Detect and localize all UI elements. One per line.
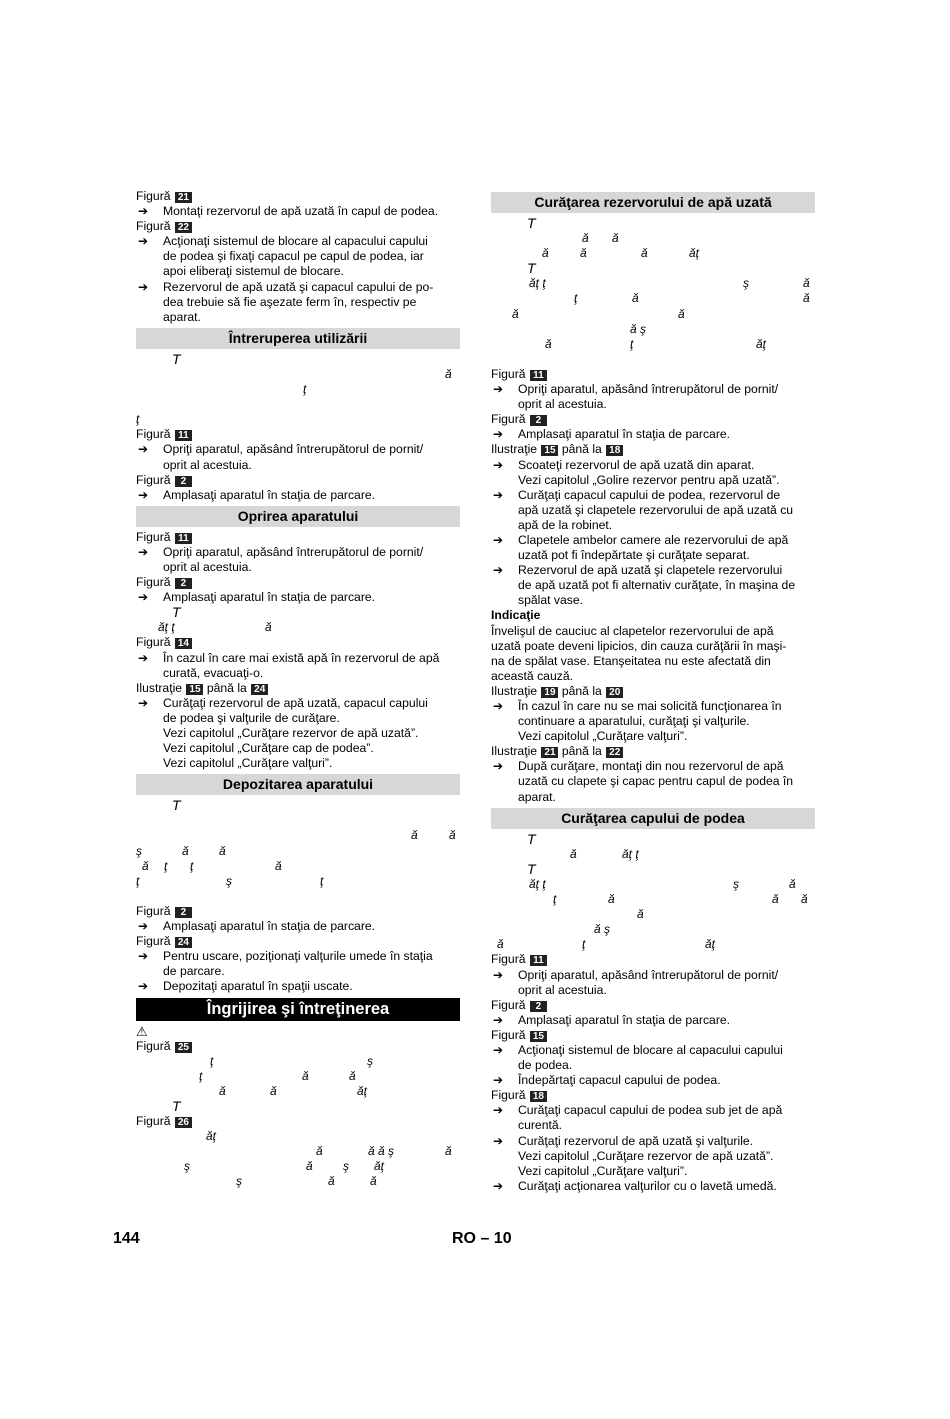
faded-line: ă ş [630, 321, 647, 336]
instruction-step: ➔ Pentru uscare, poziţionaţi valţurile umede în staţia [138, 949, 433, 964]
figure-ref: Figură 11 [136, 427, 460, 442]
faded-line: T [527, 830, 536, 847]
figure-badge: 2 [175, 578, 192, 589]
figure-badge: 21 [541, 747, 558, 758]
figure-badge: 15 [530, 1031, 547, 1042]
faded-line [136, 397, 460, 412]
section-heading-depozitare: Depozitarea aparatului [136, 774, 460, 795]
instruction-continuation: Vezi capitolul „Curăţare rezervor de apă uzată”. [518, 1148, 774, 1163]
faded-line: ă [445, 366, 452, 381]
faded-line: ăţ ţ ă [158, 620, 272, 635]
arrow-icon: ➔ [138, 979, 149, 994]
figure-badge: 21 [175, 192, 192, 203]
figure-badge: 18 [606, 445, 623, 456]
arrow-icon: ➔ [493, 1103, 504, 1118]
instruction-step: ➔ Scoateţi rezervorul de apă uzată din aparat. [493, 457, 755, 472]
arrow-icon: ➔ [493, 759, 504, 774]
instruction-continuation: oprit al acestuia. [518, 397, 607, 412]
arrow-icon: ➔ [138, 279, 149, 294]
arrow-icon: ➔ [493, 699, 504, 713]
instruction-continuation: de podea şi fixaţi capacul pe capul de podea, iar [163, 249, 424, 264]
figure-badge: 22 [606, 747, 623, 758]
instruction-continuation: Vezi capitolul „Curăţare valţuri”. [518, 1163, 688, 1178]
arrow-icon: ➔ [138, 695, 149, 710]
instruction-step: ➔ Îndepărtaţi capacul capului de podea. [493, 1073, 721, 1088]
arrow-icon: ➔ [493, 427, 504, 442]
figure-range-ref: Ilustraţie 15 până la 18 [491, 442, 815, 457]
figure-ref: Figură 18 [491, 1088, 815, 1103]
arrow-icon: ➔ [493, 1042, 504, 1057]
chapter-heading-ingrijire: Îngrijirea şi întreţinerea [136, 998, 460, 1021]
figure-range-ref: Ilustraţie 15 până la 24 [136, 681, 460, 696]
faded-line: ş ă ă [136, 843, 226, 858]
arrow-icon: ➔ [138, 590, 149, 605]
faded-line [491, 352, 815, 367]
figure-range-ref: Ilustraţie 21 până la 22 [491, 744, 815, 759]
faded-line: ă ş [594, 922, 611, 937]
instruction-step: ➔ Depozitaţi aparatul în spaţii uscate. [138, 979, 353, 994]
figure-ref: Figură 11 [491, 952, 815, 967]
figure-badge: 15 [541, 445, 558, 456]
faded-line: T [172, 797, 181, 814]
instruction-continuation: apă uzată şi clapetele rezervorului de apă uzată cu [518, 502, 794, 517]
instruction-step: ➔ Amplasaţi aparatul în staţia de parcare. [493, 427, 731, 442]
section-heading-oprire: Oprirea aparatului [136, 506, 460, 527]
faded-line: ă ă ăţ [219, 1083, 368, 1098]
faded-line: T [172, 604, 181, 621]
faded-line: T [527, 215, 536, 231]
faded-line: ş ă ş ăţ [184, 1159, 385, 1174]
faded-line: T [527, 260, 536, 277]
figure-ref: Figură 11 [136, 530, 460, 545]
arrow-icon: ➔ [138, 234, 149, 249]
figure-badge: 11 [175, 533, 192, 544]
instruction-continuation: oprit al acestuia. [518, 982, 607, 997]
instruction-continuation: de podea şi valţurile de curăţare. [163, 710, 340, 725]
figure-ref: Figură 15 [491, 1028, 815, 1043]
arrow-icon: ➔ [138, 544, 149, 559]
instruction-step: ➔ Curăţaţi rezervorul de apă uzată, capacul capului [138, 695, 428, 710]
figure-badge: 11 [175, 430, 192, 441]
figure-badge: 14 [175, 638, 192, 649]
instruction-step: ➔ Acţionaţi sistemul de blocare al capacului capului [493, 1042, 783, 1057]
section-heading-rezervor: Curăţarea rezervorului de apă uzată [491, 192, 815, 213]
warning-icon: ⚠ [136, 1023, 148, 1039]
figure-ref: Figură 2 [136, 575, 460, 590]
figure-badge: 24 [251, 684, 268, 695]
faded-line: ţ ş ţ [136, 873, 324, 888]
instruction-step: ➔ În cazul în care mai există apă în rezervorul de apă [138, 650, 440, 665]
figure-badge: 2 [175, 476, 192, 487]
instruction-step: ➔ Rezervorul de apă uzată şi capacul capului de po- [138, 279, 434, 294]
instruction-continuation: dea trebuie să fie aşezate ferm în, respectiv pe [163, 294, 417, 309]
faded-line: ăţ ţ ş ă [529, 876, 796, 891]
arrow-icon: ➔ [138, 442, 149, 457]
instruction-continuation: de apă uzată pot fi alternativ curăţate, în maşina de [518, 578, 796, 593]
faded-line: T [172, 350, 181, 367]
instruction-continuation: Vezi capitolul „Golire rezervor pentru apă uzată”. [518, 472, 780, 487]
arrow-icon: ➔ [493, 457, 504, 472]
faded-line: ţ ă ă ă [553, 892, 808, 907]
instruction-continuation: de podea. [518, 1058, 573, 1073]
instruction-continuation: Vezi capitolul „Curăţare valţuri”. [518, 729, 688, 744]
arrow-icon: ➔ [493, 967, 504, 982]
instruction-continuation: uzată pot fi îndepărtate şi curăţate separat. [518, 548, 750, 563]
instruction-step: ➔ Amplasaţi aparatul în staţia de parcare. [138, 487, 376, 502]
instruction-step: ➔ Curăţaţi capacul capului de podea, rezervorul de [493, 487, 781, 502]
figure-badge: 20 [606, 687, 623, 698]
faded-line: ş ă ă [236, 1174, 377, 1189]
arrow-icon: ➔ [493, 1178, 504, 1193]
figure-ref: Figură 2 [491, 412, 815, 427]
instruction-continuation: spălat vase. [518, 593, 584, 608]
faded-line: T [527, 860, 536, 877]
faded-line: ţ ş [210, 1053, 373, 1068]
section-heading-cap: Curăţarea capului de podea [491, 808, 815, 829]
instruction-continuation: Vezi capitolul „Curăţare rezervor de apă uzată”. [163, 726, 419, 740]
instruction-step: ➔ După curăţare, montaţi din nou rezervorul de apă [493, 759, 784, 774]
instruction-continuation: de parcare. [163, 964, 225, 979]
figure-badge: 15 [186, 684, 203, 695]
figure-badge: 26 [175, 1117, 192, 1128]
instruction-continuation: oprit al acestuia. [163, 559, 252, 574]
faded-line: ţ ă ă [574, 291, 810, 306]
instruction-step: ➔ Opriţi aparatul, apăsând întrerupătorul de pornit/ [493, 967, 779, 982]
instruction-step: ➔ Clapetele ambelor camere ale rezervorului de apă [493, 532, 789, 547]
figure-badge: 24 [175, 937, 192, 948]
instruction-continuation: continuare a aparatului, curăţaţi şi valţurile. [518, 714, 750, 729]
figure-badge: 19 [541, 687, 558, 698]
instruction-step: ➔ În cazul în care nu se mai solicită funcţionarea în [493, 699, 782, 713]
figure-ref: Figură 24 [136, 934, 460, 949]
arrow-icon: ➔ [138, 204, 149, 219]
faded-line [136, 813, 460, 828]
figure-ref: Figură 21 [136, 189, 460, 204]
arrow-icon: ➔ [138, 949, 149, 964]
instruction-continuation: Vezi capitolul „Curăţare cap de podea”. [163, 741, 374, 756]
faded-line: ă ă ă ăţ [542, 246, 700, 261]
faded-line: ă ă [582, 231, 619, 246]
instruction-continuation: oprit al acestuia. [163, 457, 252, 472]
figure-ref: Figură 14 [136, 635, 460, 650]
note-text: na de spălat vase. Etanşeitatea nu este afectată din [491, 653, 771, 668]
figure-badge: 18 [530, 1091, 547, 1102]
figure-badge: 2 [175, 907, 192, 918]
arrow-icon: ➔ [493, 1073, 504, 1088]
faded-line: ţ [303, 382, 307, 397]
faded-line: ă ă [512, 306, 685, 321]
note-text: Învelişul de cauciuc al clapetelor rezervorului de apă [491, 623, 774, 638]
arrow-icon: ➔ [493, 532, 504, 547]
arrow-icon: ➔ [493, 1012, 504, 1027]
page-code: RO – 10 [452, 1230, 512, 1247]
figure-range-ref: Ilustraţie 19 până la 20 [491, 684, 815, 699]
figure-ref: Figură 2 [491, 998, 815, 1013]
instruction-step: ➔ Amplasaţi aparatul în staţia de parcare. [138, 919, 376, 934]
arrow-icon: ➔ [493, 563, 504, 578]
faded-line [136, 889, 460, 904]
figure-badge: 25 [175, 1042, 192, 1053]
right-column [491, 189, 815, 1194]
instruction-step: ➔ Amplasaţi aparatul în staţia de parcare. [493, 1012, 731, 1027]
figure-badge: 2 [530, 415, 547, 426]
page-number: 144 [113, 1230, 140, 1247]
arrow-icon: ➔ [138, 487, 149, 502]
note-text: uzată poate deveni lipicios, din cauza curăţării în maşi- [491, 638, 787, 653]
faded-line: ă ţ ţ ă [142, 858, 282, 873]
arrow-icon: ➔ [493, 487, 504, 502]
instruction-step: ➔ Opriţi aparatul, apăsând întrerupătorul de pornit/ [493, 382, 779, 397]
figure-badge: 11 [530, 370, 547, 381]
faded-line: ţ ă ă [199, 1068, 356, 1083]
faded-line: ă [637, 907, 644, 922]
instruction-step: ➔ Opriţi aparatul, apăsând întrerupătorul de pornit/ [138, 544, 424, 559]
figure-ref: Figură 2 [136, 904, 460, 919]
arrow-icon: ➔ [138, 650, 149, 665]
faded-line: ă ă [411, 828, 456, 843]
instruction-step: ➔ Amplasaţi aparatul în staţia de parcare. [138, 590, 376, 605]
instruction-continuation: uzată cu clapete şi capac pentru capul de podea în [518, 774, 794, 789]
faded-line: ăţ [206, 1129, 217, 1144]
instruction-continuation: curată, evacuaţi-o. [163, 665, 264, 680]
note-title: Indicaţie [491, 608, 541, 623]
faded-line: ă ă ă ş ă [316, 1144, 452, 1159]
figure-ref: Figură 25 [136, 1039, 460, 1054]
arrow-icon: ➔ [493, 382, 504, 397]
instruction-step: ➔ Curăţaţi acţionarea valţurilor cu o lavetă umedă. [493, 1178, 777, 1193]
instruction-step: ➔ Curăţaţi rezervorul de apă uzată şi valţurile. [493, 1133, 754, 1148]
arrow-icon: ➔ [138, 919, 149, 934]
figure-badge: 2 [530, 1001, 547, 1012]
instruction-continuation: apă de la robinet. [518, 517, 613, 532]
instruction-step: ➔ Rezervorul de apă uzată şi clapetele rezervorului [493, 563, 783, 578]
figure-ref: Figură 2 [136, 473, 460, 488]
left-column [136, 189, 460, 1190]
instruction-step: ➔ Curăţaţi capacul capului de podea sub jet de apă [493, 1103, 783, 1118]
section-heading-intrerupere: Întreruperea utilizării [136, 328, 460, 349]
instruction-step: ➔ Acţionaţi sistemul de blocare al capacului capului [138, 234, 428, 249]
faded-line: ă ţ ăţ [545, 336, 767, 351]
instruction-continuation: Vezi capitolul „Curăţare valţuri”. [163, 756, 333, 771]
arrow-icon: ➔ [493, 1133, 504, 1148]
figure-ref: Figură 26 [136, 1114, 460, 1129]
figure-badge: 11 [530, 955, 547, 966]
faded-line: ţ [136, 412, 140, 427]
figure-ref: Figură 11 [491, 367, 815, 382]
faded-line: ăţ ţ ş ă [529, 276, 810, 291]
faded-line: ă ăţ ţ [570, 846, 639, 861]
instruction-continuation: curentă. [518, 1118, 563, 1133]
instruction-step: ➔ Montaţi rezervorul de apă uzată în capul de podea. [138, 204, 439, 219]
instruction-continuation: aparat. [518, 789, 556, 804]
instruction-continuation: apoi eliberaţi sistemul de blocare. [163, 264, 344, 279]
note-text: această cauză. [491, 668, 573, 683]
faded-line: ă ţ ăţ [497, 937, 716, 952]
figure-ref: Figură 22 [136, 219, 460, 234]
faded-line: T [172, 1097, 181, 1114]
figure-badge: 22 [175, 222, 192, 233]
instruction-continuation: aparat. [163, 309, 201, 324]
instruction-step: ➔ Opriţi aparatul, apăsând întrerupătorul de pornit/ [138, 442, 424, 457]
